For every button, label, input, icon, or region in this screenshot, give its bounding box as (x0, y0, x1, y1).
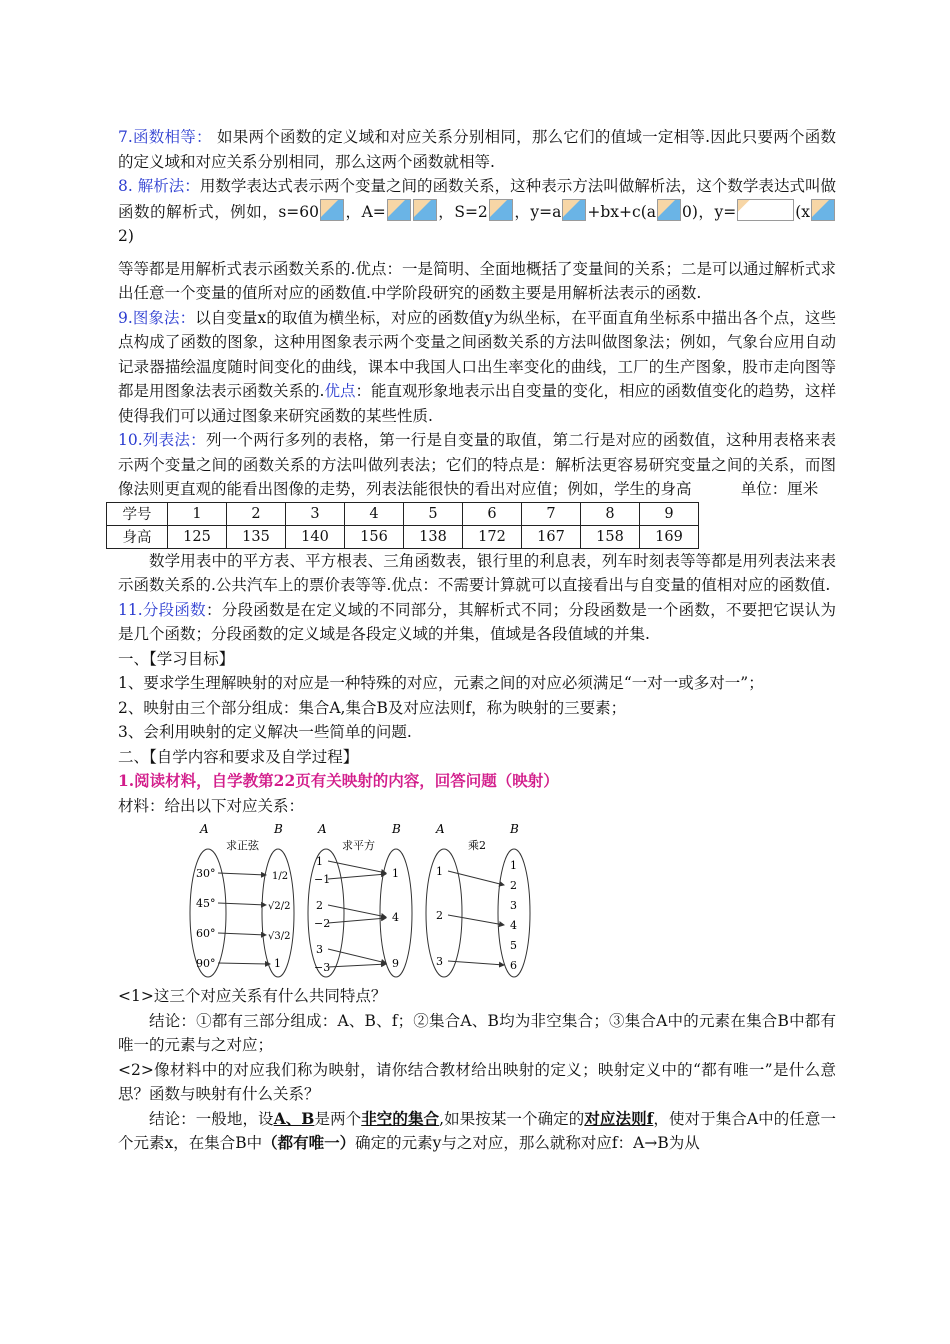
section-9-label: 9.图象法： (118, 308, 196, 327)
set-b-element: 5 (510, 939, 517, 952)
question-2: <2>像材料中的对应我们称为映射，请你结合教材给出映射的定义；映射定义中的“都有唯一”是什么意思？函数与映射有什么关系？ (118, 1060, 837, 1103)
set-b-element: 3 (510, 899, 517, 912)
set-b-element: 1 (510, 859, 517, 872)
set-a-element: 1 (316, 855, 323, 868)
broken-image-icon (737, 199, 794, 221)
set-a-element: 3 (316, 943, 323, 956)
section-9: 9.图象法：以自变量x的取值为横坐标，对应的函数值y为纵坐标，在平面直角坐标系中描出各个点，这些点构成了函数的图象，这种用图象表示两个变量之间函数关系的方法叫做图象法；例如，气象台应用自动记录器描绘温度随时间变化的曲线，课本中我国人口出生率变化的曲线，工厂的生产图象，股市走向图等都是用图象法表示函数关系的.优点：能直观形象地表示出自变量的变化，相应的函数值变化的趋势，这样使得我们可以通过图象来研究函数的某些性质. (118, 308, 836, 425)
set-a-element: 60° (196, 927, 216, 940)
broken-image-icon (320, 199, 344, 221)
set-a-element: 3 (436, 955, 443, 968)
set-b-element: 1/2 (272, 871, 289, 882)
mapping-label: 乘2 (468, 839, 486, 852)
answer-1: 结论：①都有三部分组成：A、B、f；②集合A、B均为非空集合；③集合A中的元素在集合B中都有唯一的元素与之对应； (118, 1011, 836, 1054)
set-a-element: 2 (436, 909, 443, 922)
material-intro: 材料：给出以下对应关系： (118, 796, 305, 815)
set-b-element: 4 (392, 911, 399, 924)
diagram-sine (188, 821, 298, 981)
answer-2: 结论：一般地，设A、B是两个非空的集合,如果按某一个确定的对应法则f，使对于集合A中的任意一个元素x，在集合B中（都有唯一）确定的元素y与之对应，那么就称对应f：A→B为从 (118, 1108, 836, 1152)
section-7: 7.函数相等： 如果两个函数的定义域和对应关系分别相同，那么它们的值域一定相等.因此只要两个函数的定义域和对应关系分别相同，那么这两个函数就相等. (118, 128, 837, 171)
set-b-element: 6 (510, 959, 517, 972)
diagram-double (424, 821, 534, 981)
set-b-element: 1 (274, 957, 281, 970)
diagram-square (306, 821, 416, 981)
broken-image-icon (811, 199, 835, 221)
goals-title: 一、【学习目标】 (118, 649, 235, 668)
section-10: 10.列表法：列一个两行多列的表格，第一行是自变量的取值，第二行是对应的函数值，这种用表格来表示两个变量之间的函数关系的方法叫做列表法；它们的特点是：解析法更容易研究变量之间的关系，而图像法则更直观的能看出图像的走势，列表法能很快的看出对应值；例如，学生的身高 单位：厘米 (118, 431, 836, 498)
height-table (106, 502, 699, 549)
set-a-label: A (436, 822, 445, 836)
mapping-label: 求正弦 (226, 839, 259, 852)
broken-image-icon (657, 199, 681, 221)
self-study-title: 二、【自学内容和要求及自学过程】 (118, 747, 359, 766)
set-a-label: A (318, 822, 327, 836)
set-a-element: 45° (196, 897, 216, 910)
goal-item: 3、会利用映射的定义解决一些简单的问题. (118, 723, 412, 741)
set-a-element: −3 (314, 961, 331, 974)
document-page (118, 125, 836, 1156)
set-a-element: −2 (314, 917, 331, 930)
set-b-element: 1 (392, 867, 399, 880)
broken-image-icon (489, 199, 513, 221)
set-a-element: 90° (196, 957, 216, 970)
set-b-element: 2 (510, 879, 517, 892)
set-a-element: 1 (436, 865, 443, 878)
set-a-element: 30° (196, 867, 216, 880)
set-a-element: 2 (316, 899, 323, 912)
broken-image-icon (562, 199, 586, 221)
set-b-element: √3/2 (268, 931, 291, 942)
set-b-label: B (510, 822, 519, 836)
section-11-label: 11.分段函数 (118, 600, 206, 619)
section-8-cont: 等等都是用解析式表示函数关系的.优点：一是简明、全面地概括了变量间的关系；二是可以通过解析式求出任意一个变量的值所对应的函数值.中学阶段研究的函数主要是用解析法表示的函数. (118, 259, 836, 302)
broken-image-icon (387, 199, 411, 221)
set-b-element: 9 (392, 957, 399, 970)
set-b-label: B (274, 822, 283, 836)
section-7-label: 7.函数相等： (118, 128, 212, 146)
mapping-diagrams (188, 821, 836, 981)
broken-image-icon (413, 199, 437, 221)
section-8-label: 8. 解析法： (118, 177, 200, 195)
set-a-element: −1 (314, 873, 331, 886)
set-a-label: A (200, 822, 209, 836)
section-11: 11.分段函数：分段函数是在定义域的不同部分，其解析式不同；分段函数是一个函数，不要把它误认为是几个函数；分段函数的定义域是各段定义域的并集，值域是各段值域的并集. (118, 600, 836, 643)
table-row: 身高 125 135 140 156 138 172 167 158 169 (107, 525, 699, 548)
section-10-label: 10.列表法： (118, 431, 206, 449)
set-b-element: √2/2 (268, 901, 291, 912)
set-b-label: B (392, 822, 401, 836)
table-row: 学号 1 2 3 4 5 6 7 8 9 (107, 502, 699, 525)
section-10-after: 数学用表中的平方表、平方根表、三角函数表，银行里的利息表，列车时刻表等等都是用列表法来表示函数关系的.公共汽车上的票价表等等.优点：不需要计算就可以直接看出与自变量的值相对应的函数值. (118, 551, 836, 594)
goal-item: 2、映射由三个部分组成：集合A,集合B及对应法则f，称为映射的三要素； (118, 698, 627, 717)
section-8: 8. 解析法：用数学表达式表示两个变量之间的函数关系，这种表示方法叫做解析法，这个数学表达式叫做函数的解析式，例如，s=60 ，A= ，S=2 ，y=a +bx+c(a 0)，y= (x2) (118, 177, 836, 245)
goal-item: 1、要求学生理解映射的对应是一种特殊的对应，元素之间的对应必须满足“一对一或多对一”； (118, 674, 764, 692)
question-1: <1>这三个对应关系有什么共同特点？ (118, 987, 387, 1005)
set-b-element: 4 (510, 919, 517, 932)
self-study-task: 1.阅读材料，自学教第22页有关映射的内容，回答问题（映射） (118, 771, 559, 790)
mapping-label: 求平方 (342, 839, 375, 852)
